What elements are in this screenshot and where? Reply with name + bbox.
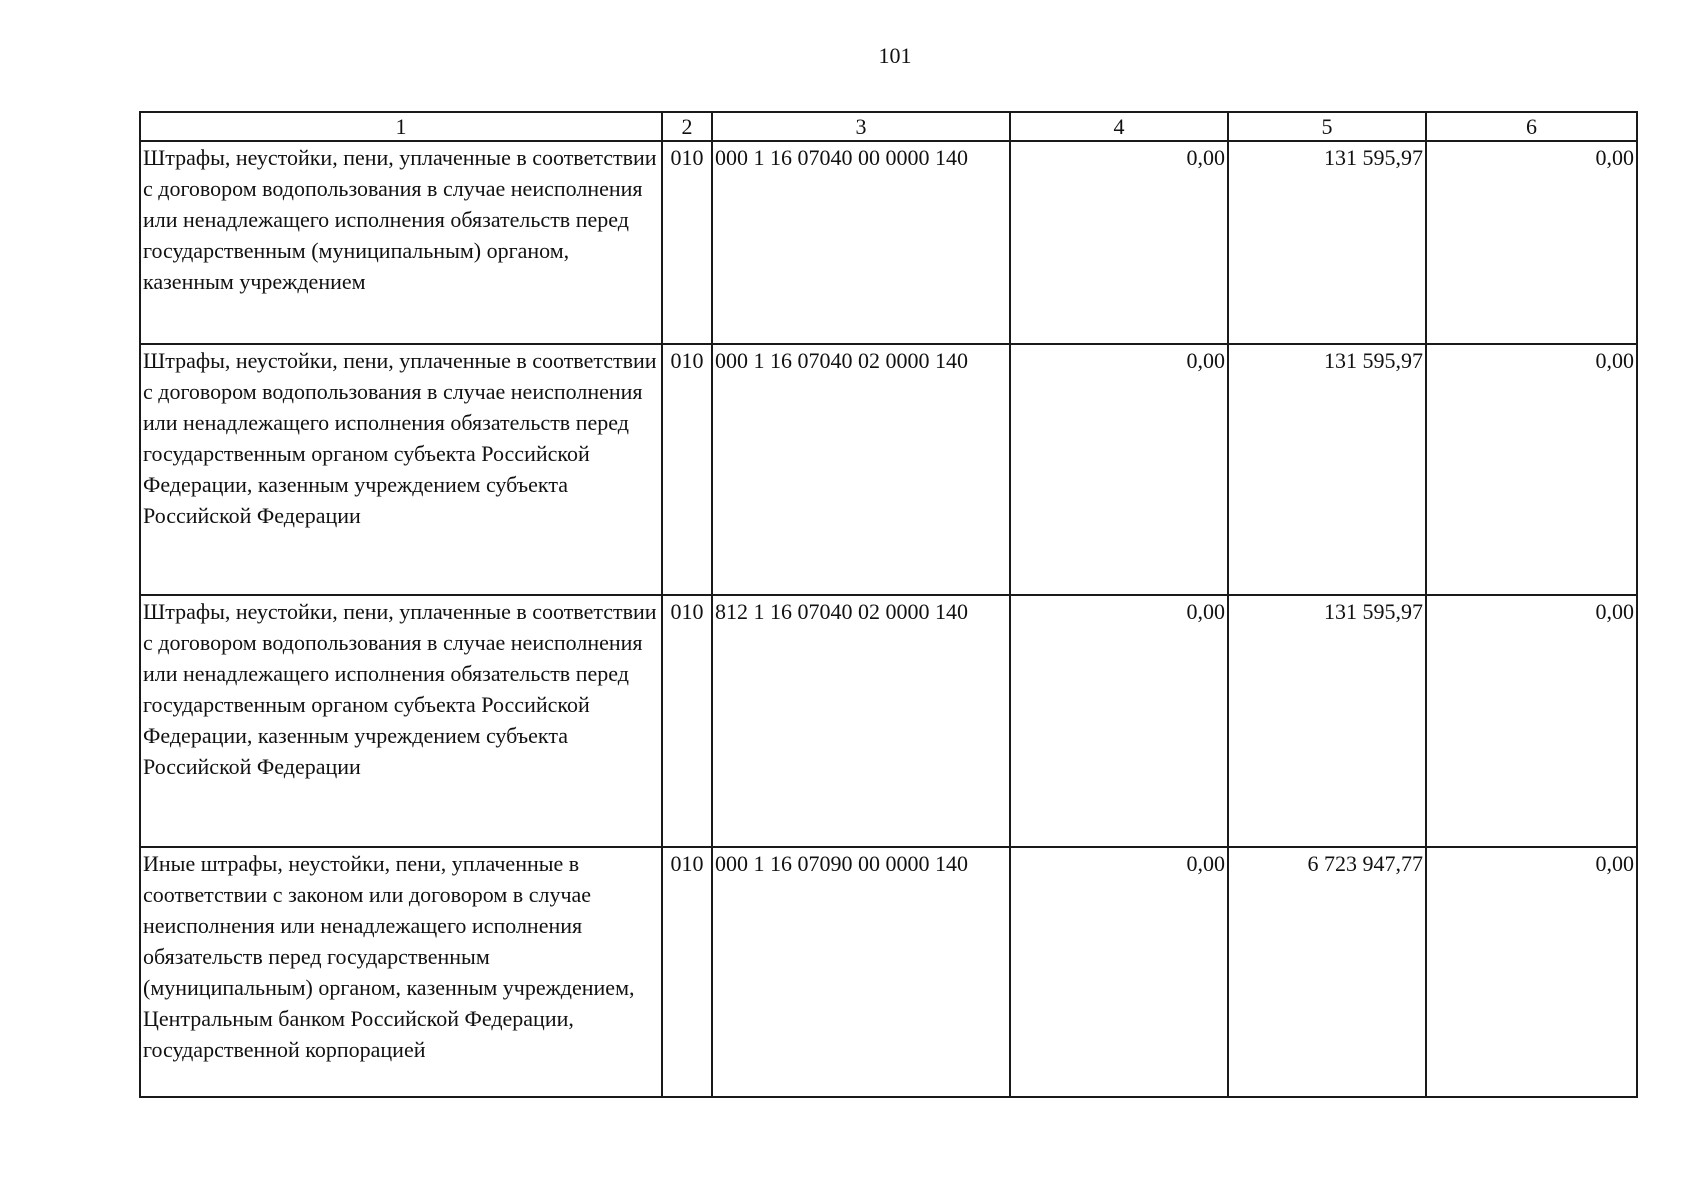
table-row xyxy=(140,141,1637,344)
row-col5-value: 131 595,97 xyxy=(1228,141,1426,344)
column-header: 2 xyxy=(662,112,712,141)
row-description: Иные штрафы, неустойки, пени, уплаченные в соответствии с законом или договором в случае неисполнения или ненадлежащего исполнения обязательств перед государственным (муниципальным) органом, казенным учреждением, Центральным банком Российской Федерации, государственной корпорацией xyxy=(140,847,662,1097)
row-col6-value: 0,00 xyxy=(1426,847,1637,1097)
column-header: 1 xyxy=(140,112,662,141)
column-header: 6 xyxy=(1426,112,1637,141)
row-classification: 812 1 16 07040 02 0000 140 xyxy=(712,595,1010,847)
table-row xyxy=(140,847,1637,1097)
column-header: 3 xyxy=(712,112,1010,141)
row-code: 010 xyxy=(662,344,712,595)
table-header-row xyxy=(140,112,1637,141)
row-col4-value: 0,00 xyxy=(1010,344,1228,595)
row-col5-value: 131 595,97 xyxy=(1228,595,1426,847)
row-code: 010 xyxy=(662,595,712,847)
row-classification: 000 1 16 07040 00 0000 140 xyxy=(712,141,1010,344)
row-code: 010 xyxy=(662,141,712,344)
row-col4-value: 0,00 xyxy=(1010,141,1228,344)
row-col5-value: 6 723 947,77 xyxy=(1228,847,1426,1097)
row-col4-value: 0,00 xyxy=(1010,595,1228,847)
row-col5-value: 131 595,97 xyxy=(1228,344,1426,595)
row-col4-value: 0,00 xyxy=(1010,847,1228,1097)
table-row xyxy=(140,344,1637,595)
table-row xyxy=(140,595,1637,847)
page-number: 101 xyxy=(878,43,912,68)
row-description: Штрафы, неустойки, пени, уплаченные в соответствии с договором водопользования в случае неисполнения или ненадлежащего исполнения обязательств перед государственным (муниципальным) органом, казенным учреждением xyxy=(140,141,662,344)
column-header: 5 xyxy=(1228,112,1426,141)
row-classification: 000 1 16 07090 00 0000 140 xyxy=(712,847,1010,1097)
row-code: 010 xyxy=(662,847,712,1097)
row-col6-value: 0,00 xyxy=(1426,344,1637,595)
row-col6-value: 0,00 xyxy=(1426,141,1637,344)
revenue-table xyxy=(139,111,1638,1098)
row-classification: 000 1 16 07040 02 0000 140 xyxy=(712,344,1010,595)
row-description: Штрафы, неустойки, пени, уплаченные в соответствии с договором водопользования в случае неисполнения или ненадлежащего исполнения обязательств перед государственным органом субъекта Российской Федерации, казенным учреждением субъекта Российской Федерации xyxy=(140,344,662,595)
row-description: Штрафы, неустойки, пени, уплаченные в соответствии с договором водопользования в случае неисполнения или ненадлежащего исполнения обязательств перед государственным органом субъекта Российской Федерации, казенным учреждением субъекта Российской Федерации xyxy=(140,595,662,847)
column-header: 4 xyxy=(1010,112,1228,141)
row-col6-value: 0,00 xyxy=(1426,595,1637,847)
